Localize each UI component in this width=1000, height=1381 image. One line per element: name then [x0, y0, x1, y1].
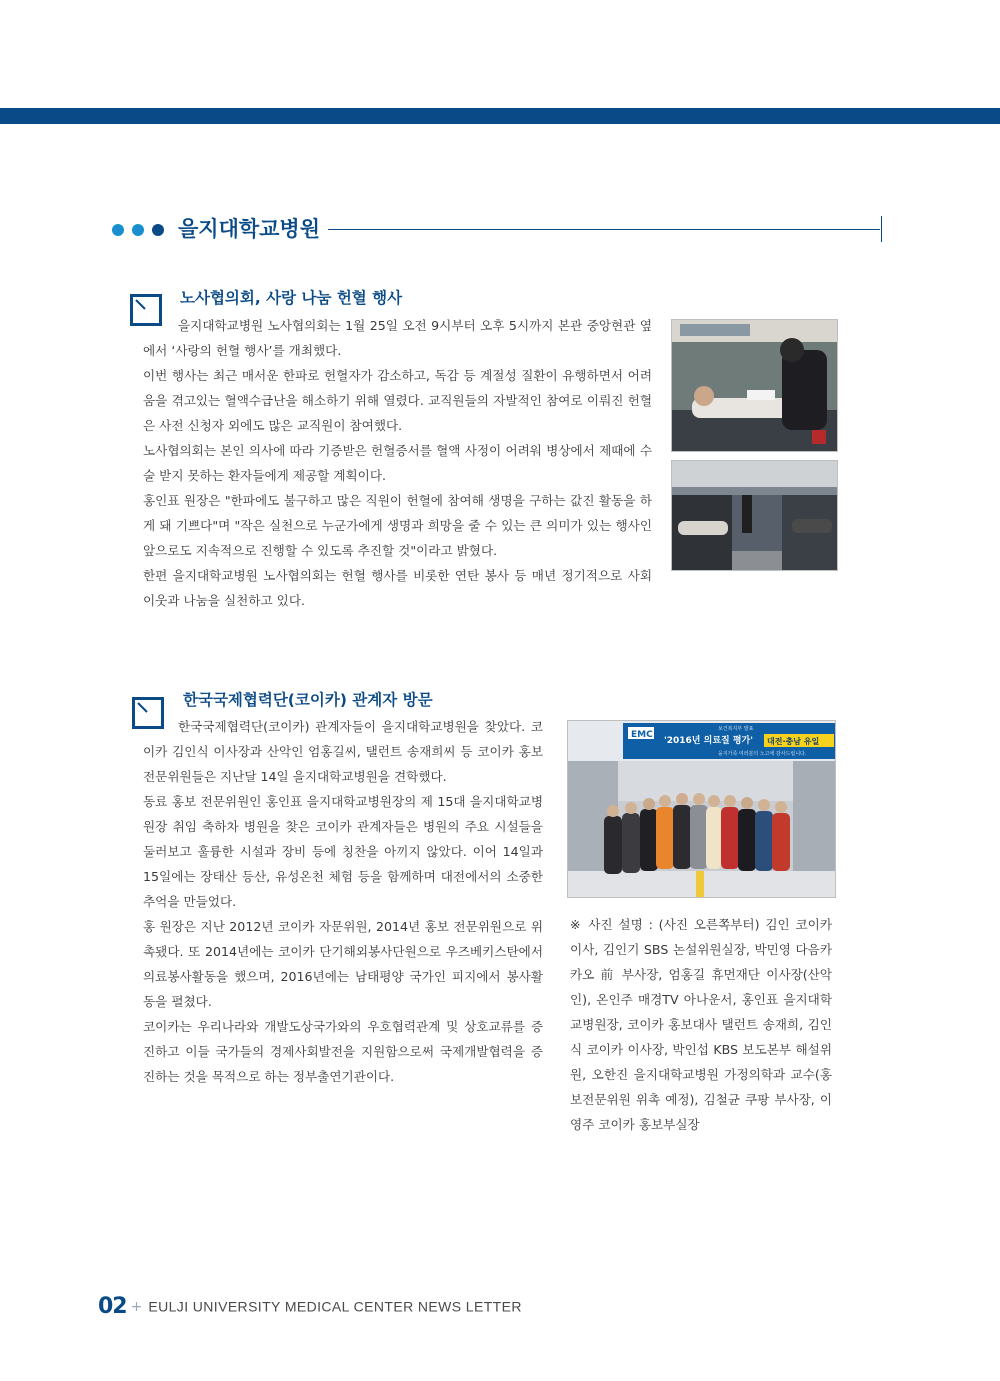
paragraph: 한편 을지대학교병원 노사협의회는 헌혈 행사를 비롯한 연탄 봉사 등 매년 정기적으로 사회 이웃과 나눔을 실천하고 있다.	[143, 568, 652, 608]
article-body-koica-visit	[143, 714, 543, 1089]
paragraph: 동료 홍보 전문위원인 홍인표 을지대학교병원장의 제 15대 을지대학교병원장 취임 축하차 병원을 찾은 코이카 관계자들은 병원의 주요 시설들을 둘러보고 훌륭한 시설과 장비 등에 칭찬을 아끼지 않았다. 이어 14일과 15일에는 장태산 등산, 유성온천 체험 등을 함께하며 대전에서의 소중한 추억을 만들었다.	[143, 794, 543, 909]
paragraph: 을지대학교병원 노사협의회는 1월 25일 오전 9시부터 오후 5시까지 본관 중앙현관 옆에서 ‘사랑의 헌혈 행사’를 개최했다.	[143, 318, 652, 358]
paragraph: 홍인표 원장은 "한파에도 불구하고 많은 직원이 헌혈에 참여해 생명을 구하는 값진 활동을 하게 돼 기쁘다"며 "작은 실천으로 누군가에게 생명과 희망을 줄 수 있는 큰 의미가 있는 행사인 앞으로도 지속적으로 진행할 수 있도록 추진할 것"이라고 밝혔다.	[143, 493, 652, 558]
banner-logo: EMC	[631, 730, 653, 740]
banner-main: '2016년 의료질 평가'	[664, 736, 753, 746]
paragraph: 이번 행사는 최근 매서운 한파로 헌혈자가 감소하고, 독감 등 계절성 질환이 유행하면서 어려움을 겪고있는 혈액수급난을 해소하기 위해 열렸다. 교직원들의 자발적인 참여로 이뤄진 헌혈은 사전 신청자 외에도 많은 교직원이 참여했다.	[143, 368, 652, 433]
plus-icon: +	[130, 1298, 143, 1315]
newsletter-name: EULJI UNIVERSITY MEDICAL CENTER NEWS LETTER	[148, 1298, 522, 1315]
page-number: 02	[98, 1294, 127, 1319]
article-body-blood-drive	[143, 313, 652, 613]
banner-small: 보건복지부 발표	[718, 726, 754, 732]
article-title-koica-visit: 한국국제협력단(코이카) 관계자 방문	[183, 691, 433, 709]
paragraph: 노사협의회는 본인 의사에 따라 기증받은 헌혈증서를 혈액 사정이 어려워 병상에서 제때에 수술 받지 못하는 환자들에게 제공할 계획이다.	[143, 443, 652, 483]
photo-caption: ※ 사진 설명 : (사진 오른쪽부터) 김인 코이카 이사, 김인기 SBS 논설위원실장, 박민영 다음카카오 前 부사장, 엄홍길 휴먼재단 이사장(산악인), 온인주 매경TV 아나운서, 홍인표 을지대학교병원장, 코이카 홍보대사 탤런트 송재희, 김인식 코이카 이사장, 박인섭 KBS 보도본부 해설위원, 오한진 을지대학교병원 가정의학과 교수(홍보전문위원 위촉 예정), 김철균 쿠팡 부사장, 이영주 코이카 홍보부실장	[570, 917, 832, 1132]
paragraph: 홍 원장은 지난 2012년 코이카 자문위원, 2014년 홍보 전문위원으로 위촉됐다. 또 2014년에는 코이카 단기해외봉사단원으로 우즈베키스탄에서 의료봉사활동을 했으며, 2016년에는 남태평양 국가인 피지에서 봉사활동을 펼쳤다.	[143, 919, 543, 1009]
section-header	[112, 212, 882, 246]
paragraph: 한국국제협력단(코이카) 관계자들이 을지대학교병원을 찾았다. 코이카 김인식 이사장과 산악인 엄홍길씨, 탤런트 송재희씨 등 코이카 홍보 전문위원들은 지난달 14일 을지대학교병원을 견학했다.	[143, 719, 543, 784]
section-divider	[328, 229, 880, 230]
photo-blood-donation-1	[671, 319, 838, 452]
photo-koica-group	[567, 720, 836, 898]
banner-highlight: 대전·충남 유일	[767, 737, 820, 746]
footer	[98, 1294, 522, 1324]
paragraph: 코이카는 우리나라와 개발도상국가와의 우호협력관계 및 상호교류를 증진하고 이들 국가들의 경제사회발전을 지원함으로써 국제개발협력을 증진하는 것을 목적으로 하는 정부출연기관이다.	[143, 1019, 543, 1084]
banner-sub: 을지가족 여러분의 노고에 감사드립니다.	[718, 751, 807, 757]
section-title: 을지대학교병원	[178, 217, 321, 241]
section-divider-end	[881, 216, 882, 242]
article-title-blood-drive: 노사협의회, 사랑 나눔 헌혈 행사	[180, 289, 403, 307]
top-color-bar	[0, 108, 1000, 124]
photo-blood-donation-2	[671, 460, 838, 571]
